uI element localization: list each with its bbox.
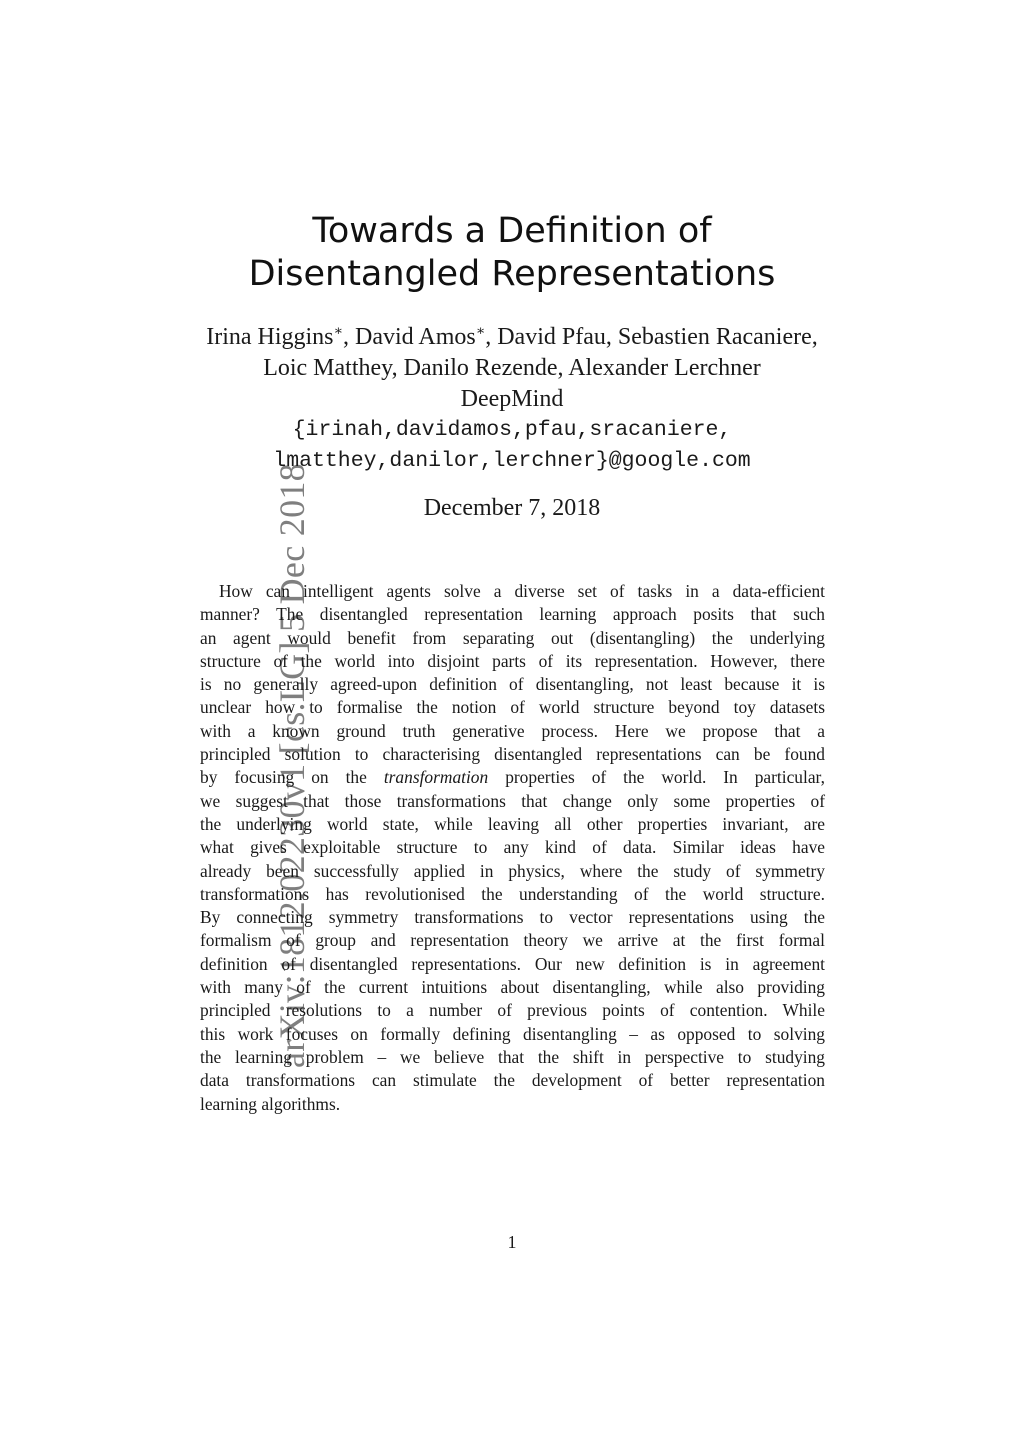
abstract-line: structure of the world into disjoint parts of its representation. However, there [200, 650, 825, 671]
abstract-line: we suggest that those transformations that change only some properties of [200, 790, 825, 811]
author-line-1 [112, 322, 912, 353]
affiliation: DeepMind [460, 386, 564, 412]
abstract-line: By connecting symmetry transformations to vector representations using the [200, 907, 825, 928]
abstract-line: manner? The disentangled representation learning approach posits that such [200, 604, 825, 625]
equal-contribution-mark: ∗ [333, 324, 344, 339]
equal-contribution-mark: ∗ [475, 324, 486, 339]
abstract-line: data transformations can stimulate the development of better representation [200, 1070, 825, 1091]
abstract-line: formalism of group and representation theory we arrive at the first formal [200, 930, 825, 951]
abstract-line: the learning problem – we believe that the shift in perspective to studying [200, 1046, 825, 1067]
paper-title [162, 210, 862, 296]
publication-date: December 7, 2018 [423, 495, 601, 521]
author-line-2: Loic Matthey, Danilo Rezende, Alexander Lerchner [263, 355, 761, 381]
abstract-line: with many of the current intuitions about disentangling, while also providing [200, 977, 825, 998]
abstract-line: this work focuses on formally defining disentangling – as opposed to solving [200, 1023, 825, 1044]
abstract-line: learning algorithms. [200, 1093, 341, 1114]
email-line-1: {irinah,davidamos,pfau,sracaniere, [292, 418, 732, 442]
abstract-line: what gives exploitable structure to any kind of data. Similar ideas have [200, 837, 825, 858]
title-line-1: Towards a Definition of [312, 211, 712, 251]
author-block [112, 322, 912, 477]
email-line-2: lmatthey,danilor,lerchner}@google.com [273, 449, 751, 473]
abstract-emphasis: transformation [383, 767, 489, 788]
abstract-line: the underlying world state, while leaving all other properties invariant, are [200, 813, 825, 834]
abstract-text: by focusing on the [200, 767, 367, 788]
abstract-text: properties of the world. In particular, [505, 767, 825, 788]
abstract-line: is no generally agreed-upon definition of disentangling, not least because it is [200, 674, 825, 695]
abstract-line: already been successfully applied in physics, where the study of symmetry [200, 860, 825, 881]
abstract [200, 580, 825, 1116]
author-higgins: Irina Higgins [206, 324, 334, 350]
abstract-line: principled resolutions to a number of previous points of contention. While [200, 1000, 825, 1021]
author-rest-line-1: , David Pfau, Sebastien Racaniere, [485, 324, 818, 350]
abstract-line: How can intelligent agents solve a diverse set of tasks in a data-efficient [219, 581, 825, 601]
abstract-line: definition of disentangled representations. Our new definition is in agreement [200, 953, 825, 974]
abstract-line: unclear how to formalise the notion of world structure beyond toy datasets [200, 697, 825, 718]
abstract-line: transformations has revolutionised the understanding of the world structure. [200, 883, 825, 904]
page-number: 1 [507, 1232, 517, 1252]
arxiv-identifier-stamp: arXiv:1812.02230v1 [cs.LG] 5 Dec 2018 [272, 463, 312, 1068]
abstract-line [200, 766, 825, 789]
title-line-2: Disentangled Representations [248, 254, 776, 294]
abstract-line: with a known ground truth generative process. Here we propose that a [200, 720, 825, 741]
abstract-line: an agent would benefit from separating out (disentangling) the underlying [200, 627, 825, 648]
abstract-line: principled solution to characterising disentangled representations can be found [200, 744, 825, 765]
author-amos: , David Amos [343, 324, 476, 350]
